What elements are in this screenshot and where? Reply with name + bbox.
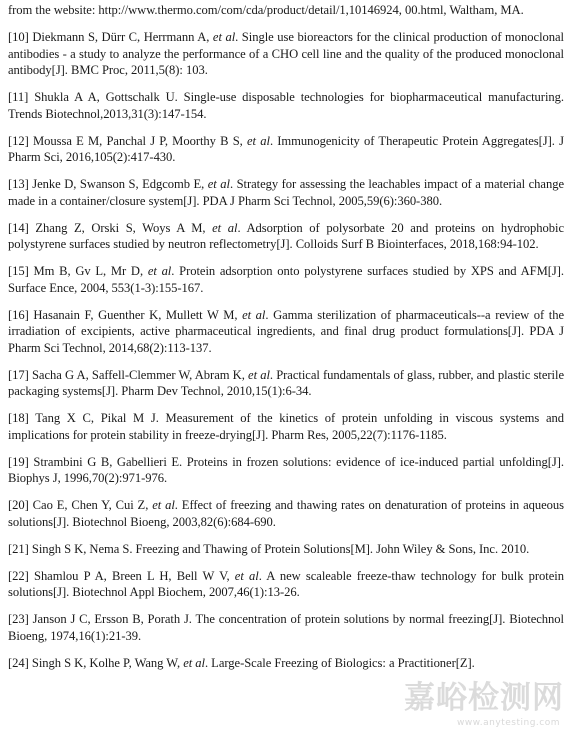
reference-text: [22] Shamlou P A, Breen L H, Bell W V, [8,568,235,583]
reference-text: . Gamma sterilization of pharmaceuticals--a review of the irradiation of excipients, active pharmaceutical ingredients, and final drug product formulations[J]. PDA J Pharm Sci Technol, 2014,68(2):113-137. [8,307,564,355]
et-al-italic: et al [234,568,259,583]
reference-text: [24] Singh S K, Kolhe P, Wang W, [8,655,184,670]
reference-text: [16] Hasanain F, Guenther K, Mullett W M, [8,307,243,322]
reference-text: . Large-Scale Freezing of Biologics: a Practitioner[Z]. [204,655,475,670]
reference-text: [23] Janson J C, Ersson B, Porath J. The concentration of protein solutions by normal freezing[J]. Biotechnol Bioeng, 1974,16(1):21-39. [8,612,564,643]
reference-text: . Adsorption of polysorbate 20 and proteins on hydrophobic polystyrene surfaces studied by neutron reflectometry[J]. Colloids Surf B Biointerfaces, 2018,168:94-102. [8,220,564,251]
et-al-italic: et al [152,498,175,512]
reference-text: [14] Zhang Z, Orski S, Woys A M, [8,220,213,235]
reference-13 [8,176,564,209]
reference-15 [8,263,564,296]
et-al-italic: et al [242,307,266,322]
et-al-italic: et al [147,264,172,278]
reference-16 [8,307,564,357]
reference-17 [8,367,564,400]
reference-12 [8,133,564,166]
reference-19 [8,454,564,487]
et-al-italic: et al [212,220,238,235]
reference-text: [15] Mm B, Gv L, Mr D, [8,264,148,278]
reference-text: [17] Sacha G A, Saffell-Clemmer W, Abram K, [8,367,249,382]
reference-10 [8,29,564,79]
reference-text: . Immunogenicity of Therapeutic Protein Aggregates[J]. J Pharm Sci, 2016,105(2):417-430. [8,133,564,164]
reference-text: [19] Strambini G B, Gabellieri E. Proteins in frozen solutions: evidence of ice-induced partial unfolding[J]. Biophys J, 1996,70(2):971-976. [8,454,564,485]
reference-21 [8,541,564,558]
reference-text: . Practical fundamentals of glass, rubber, and plastic sterile packaging systems[J]. Pharm Dev Technol, 2010,15(1):6-34. [8,367,564,398]
reference-11 [8,89,564,122]
reference-20 [8,497,564,530]
reference-text: . Strategy for assessing the leachables impact of a material change made in a container/closure system[J]. PDA J Pharm Sci Technol, 2005,59(6):360-380. [8,177,564,208]
et-al-italic: et al [248,367,270,382]
reference-list [8,0,564,682]
reference-text: [11] Shukla A A, Gottschalk U. Single-use disposable technologies for biopharmaceutical manufacturing. Trends Biotechnol,2013,31(3):147-154. [8,90,564,121]
reference-text: [21] Singh S K, Nema S. Freezing and Thawing of Protein Solutions[M]. John Wiley & Sons, Inc. 2010. [8,541,530,556]
et-al-italic: et al [207,177,230,191]
reference-text: [18] Tang X C, Pikal M J. Measurement of the kinetics of protein unfolding in viscous systems and implications for protein stability in freeze-drying[J]. Pharm Res, 2005,22(7):1176-1185. [8,411,564,442]
reference-text: [12] Moussa E M, Panchal J P, Moorthy B S, [8,133,248,148]
reference-23 [8,611,564,644]
watermark-logo: 嘉峪检测网 [404,680,564,716]
reference-text: . Protein adsorption onto polystyrene surfaces studied by XPS and AFM[J]. Surface Ence, 2004, 553(1-3):155-167. [8,264,564,295]
reference-text: . A new scaleable freeze-thaw technology for bulk protein solutions[J]. Biotechnol Appl Biochem, 2007,46(1):13-26. [8,568,564,599]
reference-text: [10] Diekmann S, Dürr C, Herrmann A, [8,30,213,44]
reference-continuation [8,2,564,19]
reference-text: . Effect of freezing and thawing rates on denaturation of proteins in aqueous solutions[J]. Biotechnol Bioeng, 2003,82(6):684-690. [8,498,564,529]
reference-text: [13] Jenke D, Swanson S, Edgcomb E, [8,177,208,191]
et-al-italic: et al [247,133,270,148]
reference-text: . Single use bioreactors for the clinical production of monoclonal antibodies - a study to analyze the performance of a CHO cell line and the quality of the produced monoclonal antibody[J]. BMC Proc, 2011,5(8): 103. [8,30,564,77]
et-al-italic: et al [212,30,236,44]
reference-22 [8,568,564,601]
reference-text: from the website: http://www.thermo.com/com/cda/product/detail/1,10146924, 00.html, Waltham, MA. [8,3,524,17]
reference-24 [8,655,564,672]
reference-18 [8,410,564,443]
reference-14 [8,220,564,253]
reference-text: [20] Cao E, Chen Y, Cui Z, [8,498,153,512]
et-al-italic: et al [183,655,205,670]
watermark-url: www.anytesting.com [457,718,560,728]
